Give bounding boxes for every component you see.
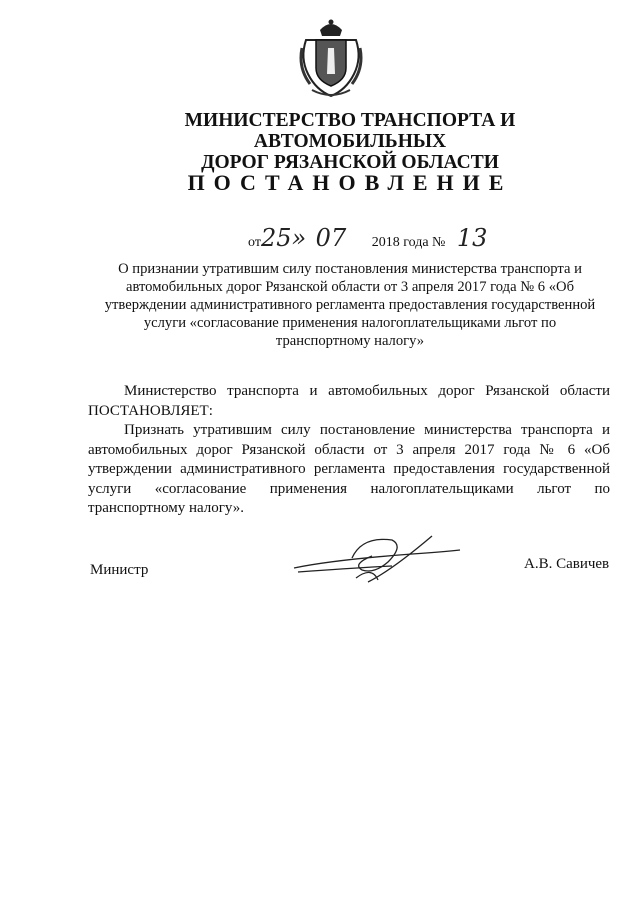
signer-name: А.В. Савичев: [524, 556, 610, 572]
signer-role: Министр: [90, 562, 149, 578]
document-body: [88, 382, 610, 519]
document-subject: О признании утратившим силу постановления министерства транспорта и автомобильных дорог Рязанской области от 3 апреля 2017 года № 6 «Об утверждении административного регламента предоставления государственной услуги «согласование применения налогоплательщиками льгот по транспортному налогу»: [104, 261, 596, 349]
handwritten-month: 07: [315, 224, 347, 252]
org-line-1: МИНИСТЕРСТВО ТРАНСПОРТА И АВТОМОБИЛЬНЫХ: [184, 110, 516, 152]
date-line: [200, 224, 500, 252]
organization-name: [100, 110, 600, 173]
year-label: 2018 года №: [371, 235, 446, 250]
from-label: от: [248, 235, 261, 250]
handwritten-number: 13: [456, 224, 488, 252]
document-type-title: ПОСТАНОВЛЕНИЕ: [187, 170, 513, 195]
coat-of-arms-emblem: [298, 18, 364, 98]
org-line-2: ДОРОГ РЯЗАНСКОЙ ОБЛАСТИ: [201, 152, 499, 173]
handwritten-day: 25»: [260, 224, 307, 252]
clause-paragraph: Признать утратившим силу постановление министерства транспорта и автомобильных дорог Рязанской области от 3 апреля 2017 года № 6 «Об утверждении административного регламента предоставления государственной услуги «согласование применения налогоплательщиками льгот по транспортному налогу».: [88, 422, 610, 516]
handwritten-signature: [292, 530, 462, 590]
intro-paragraph: Министерство транспорта и автомобильных дорог Рязанской области ПОСТАНОВЛЯЕТ:: [88, 383, 610, 419]
